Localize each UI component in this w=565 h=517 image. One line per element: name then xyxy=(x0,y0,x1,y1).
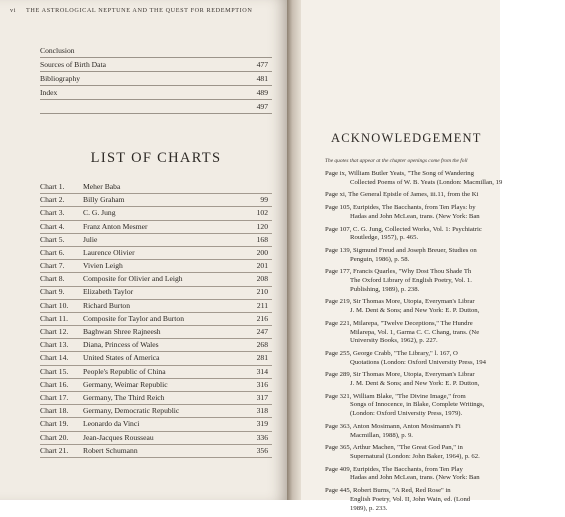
acknowledgement-entry xyxy=(325,466,565,483)
left-page xyxy=(0,0,289,500)
acknowledgement-entry xyxy=(325,371,565,388)
acknowledgement-entry xyxy=(325,247,565,264)
acknowledgement-text: Quotations (London: Oxford University Press, 194 xyxy=(350,358,486,366)
toc-list xyxy=(40,44,272,114)
acknowledgement-text: Arthur Machen, "The Great God Pan," in xyxy=(352,444,463,452)
running-head-page-number: vi xyxy=(10,7,17,14)
chart-name: Elizabeth Taylor xyxy=(83,287,134,297)
chart-list-item xyxy=(40,181,272,194)
toc-row xyxy=(40,44,272,58)
chart-number: Chart 2. xyxy=(40,195,65,205)
chart-list-item xyxy=(40,432,272,445)
chart-name: Billy Graham xyxy=(83,195,125,205)
acknowledgement-text: George Crabb, "The Library," l. 167, O xyxy=(353,349,458,357)
chart-page: 201 xyxy=(256,261,268,271)
acknowledgements-intro: The quotes that appear at the chapter openings come from the foll xyxy=(325,158,468,164)
acknowledgement-entry xyxy=(325,320,565,346)
acknowledgement-text: Francis Quarles, "Why Dost Thou Shade Th xyxy=(353,268,472,276)
chart-page: 216 xyxy=(256,313,268,323)
acknowledgement-text: Supernatural (London: John Baker, 1964), p. 62. xyxy=(350,452,480,460)
acknowledgement-text: 1989), p. 233. xyxy=(350,504,388,512)
charts-list xyxy=(40,181,272,458)
toc-page: 477 xyxy=(256,60,268,69)
acknowledgement-text: Penguin, 1986), p. 58. xyxy=(350,255,410,263)
chart-name: Germany, Weimar Republic xyxy=(83,379,168,389)
acknowledgement-entry xyxy=(325,268,565,294)
chart-name: Germany, Democratic Republic xyxy=(83,406,180,416)
acknowledgement-first-line xyxy=(325,170,565,179)
acknowledgement-page-ref: Page 365, xyxy=(325,444,352,452)
acknowledgement-entry xyxy=(325,204,565,221)
chart-page: 314 xyxy=(256,366,268,376)
chart-number: Chart 20. xyxy=(40,432,69,442)
acknowledgement-entry xyxy=(325,444,565,461)
chart-number: Chart 1. xyxy=(40,181,65,191)
chart-page: 120 xyxy=(256,221,268,231)
acknowledgement-page-ref: Page 409, xyxy=(325,465,352,473)
chart-page: 168 xyxy=(256,234,268,244)
acknowledgement-text: The General Epistle of James, iii.11, from the Ki xyxy=(348,191,479,199)
toc-title: Conclusion xyxy=(40,46,75,55)
acknowledgement-text: William Blake, "The Divine Image," from xyxy=(352,392,466,400)
acknowledgement-text: The Oxford Library of English Poetry, Vol. 1. xyxy=(350,277,472,285)
chart-name: Leonardo da Vinci xyxy=(83,419,140,429)
chart-name: Meher Baba xyxy=(83,181,121,191)
acknowledgement-text: Robert Burns, "A Red, Red Rose" in xyxy=(353,487,451,495)
acknowledgement-entry xyxy=(325,350,565,367)
running-head-title: THE ASTROLOGICAL NEPTUNE AND THE QUEST FOR REDEMPTION xyxy=(26,7,253,14)
acknowledgement-text: Sigmund Freud and Joseph Breuer, Studies on xyxy=(353,246,477,254)
chart-name: Richard Burton xyxy=(83,300,131,310)
chart-list-item xyxy=(40,234,272,247)
chart-list-item xyxy=(40,313,272,326)
chart-page: 319 xyxy=(256,419,268,429)
chart-page: 316 xyxy=(256,379,268,389)
acknowledgements-heading: ACKNOWLEDGEMENT xyxy=(331,131,482,145)
toc-row xyxy=(40,100,272,114)
chart-number: Chart 14. xyxy=(40,353,69,363)
chart-name: C. G. Jung xyxy=(83,208,116,218)
chart-page: 99 xyxy=(260,195,268,205)
acknowledgement-page-ref: Page xi, xyxy=(325,191,347,199)
chart-name: Robert Schumann xyxy=(83,445,138,455)
chart-number: Chart 4. xyxy=(40,221,65,231)
acknowledgement-text: (London: Oxford University Press, 1979). xyxy=(350,410,463,418)
acknowledgement-first-line xyxy=(325,298,565,307)
acknowledgement-page-ref: Page 255, xyxy=(325,349,352,357)
acknowledgement-page-ref: Page 289, xyxy=(325,371,352,379)
acknowledgement-text: English Poetry, Vol. II, John Wain, ed. (Lond xyxy=(350,495,471,503)
chart-page: 268 xyxy=(256,340,268,350)
acknowledgement-first-line xyxy=(325,350,565,359)
chart-list-item xyxy=(40,339,272,352)
acknowledgement-first-line xyxy=(325,423,565,432)
chart-name: Jean-Jacques Rousseau xyxy=(83,432,154,442)
chart-number: Chart 17. xyxy=(40,392,69,402)
chart-number: Chart 13. xyxy=(40,340,69,350)
acknowledgement-text: Euripides, The Bacchants, from Ten Plays: by xyxy=(353,204,476,212)
acknowledgement-entry xyxy=(325,423,565,440)
acknowledgement-page-ref: Page 105, xyxy=(325,204,352,212)
chart-page: 356 xyxy=(256,445,268,455)
chart-list-item xyxy=(40,418,272,431)
acknowledgement-page-ref: Page 219, xyxy=(325,298,352,306)
chart-name: Baghwan Shree Rajneesh xyxy=(83,327,161,337)
acknowledgement-entry xyxy=(325,298,565,315)
chart-list-item xyxy=(40,366,272,379)
chart-number: Chart 18. xyxy=(40,406,69,416)
acknowledgement-page-ref: Page 177, xyxy=(325,268,352,276)
acknowledgement-text: Milarepa, Vol. 1, Garma C. C. Chang, trans. (Ne xyxy=(350,328,480,336)
chart-list-item xyxy=(40,445,272,458)
chart-list-item xyxy=(40,379,272,392)
acknowledgement-entry xyxy=(325,393,565,419)
acknowledgement-text: Publishing, 1989), p. 238. xyxy=(350,285,420,293)
toc-title: Sources of Birth Data xyxy=(40,60,107,69)
toc-title: Index xyxy=(40,88,58,97)
chart-name: Laurence Olivier xyxy=(83,247,135,257)
list-of-charts-heading: LIST OF CHARTS xyxy=(90,150,222,166)
chart-number: Chart 12. xyxy=(40,327,69,337)
chart-number: Chart 11. xyxy=(40,313,68,323)
right-page xyxy=(301,0,503,512)
acknowledgement-first-line xyxy=(325,268,565,277)
chart-number: Chart 19. xyxy=(40,419,69,429)
chart-list-item xyxy=(40,352,272,365)
chart-name: Composite for Taylor and Burton xyxy=(83,313,184,323)
toc-row xyxy=(40,86,272,100)
toc-row xyxy=(40,72,272,86)
acknowledgement-text: C. G. Jung, Collected Works, Vol. 1: Psychiatric xyxy=(353,225,482,233)
chart-number: Chart 15. xyxy=(40,366,69,376)
chart-page: 102 xyxy=(256,208,268,218)
chart-list-item xyxy=(40,326,272,339)
acknowledgement-first-line xyxy=(325,487,565,496)
acknowledgement-first-line xyxy=(325,466,565,475)
chart-list-item xyxy=(40,221,272,234)
acknowledgement-text: Euripides, The Bacchants, from Ten Play xyxy=(353,465,463,473)
acknowledgement-text: J. M. Dent & Sons; and New York: E. P. Dutton, xyxy=(350,307,480,315)
acknowledgement-text: J. M. Dent & Sons; and New York: E. P. Dutton, xyxy=(350,380,480,388)
toc-title: Bibliography xyxy=(40,74,81,83)
acknowledgement-first-line xyxy=(325,204,565,213)
toc-page: 481 xyxy=(256,74,268,83)
chart-number: Chart 5. xyxy=(40,234,65,244)
chart-name: Germany, The Third Reich xyxy=(83,392,165,402)
chart-name: Diana, Princess of Wales xyxy=(83,340,159,350)
acknowledgement-text: Anton Mosimann, Anton Mosimann's Fi xyxy=(352,422,461,430)
acknowledgement-first-line xyxy=(325,371,565,380)
chart-number: Chart 3. xyxy=(40,208,65,218)
acknowledgement-text: Milarepa, "Twelve Deceptions," The Hundre xyxy=(353,319,473,327)
chart-name: United States of America xyxy=(83,353,160,363)
acknowledgement-text: Sir Thomas More, Utopia, Everyman's Librar xyxy=(353,371,475,379)
chart-name: People's Republic of China xyxy=(83,366,166,376)
acknowledgement-page-ref: Page 107, xyxy=(325,225,352,233)
acknowledgement-text: Sir Thomas More, Utopia, Everyman's Librar xyxy=(353,298,475,306)
book-gutter xyxy=(287,0,301,500)
toc-page: 497 xyxy=(256,102,268,111)
chart-page: 210 xyxy=(256,287,268,297)
acknowledgement-text: University Books, 1962), p. 227. xyxy=(350,337,438,345)
chart-page: 318 xyxy=(256,406,268,416)
acknowledgement-page-ref: Page 363, xyxy=(325,422,352,430)
acknowledgement-text: William Butler Yeats, "The Song of Wandering xyxy=(348,170,474,177)
chart-list-item xyxy=(40,392,272,405)
running-head xyxy=(10,7,310,14)
acknowledgement-first-line xyxy=(325,226,565,235)
chart-number: Chart 10. xyxy=(40,300,69,310)
chart-list-item xyxy=(40,207,272,220)
acknowledgement-first-line xyxy=(325,191,565,200)
acknowledgement-entry xyxy=(325,487,565,513)
acknowledgement-text: Collected Poems of W. B. Yeats (London: Macmillan, 19 xyxy=(350,178,503,186)
acknowledgement-page-ref: Page 139, xyxy=(325,246,352,254)
chart-list-item xyxy=(40,287,272,300)
chart-number: Chart 8. xyxy=(40,274,65,284)
acknowledgement-entry xyxy=(325,191,565,200)
acknowledgement-page-ref: Page 321, xyxy=(325,392,352,400)
chart-name: Vivien Leigh xyxy=(83,261,123,271)
acknowledgement-entries xyxy=(325,170,565,517)
chart-page: 247 xyxy=(256,327,268,337)
chart-list-item xyxy=(40,273,272,286)
chart-name: Composite for Olivier and Leigh xyxy=(83,274,183,284)
chart-number: Chart 16. xyxy=(40,379,69,389)
chart-page: 317 xyxy=(256,392,268,402)
chart-list-item xyxy=(40,300,272,313)
acknowledgement-first-line xyxy=(325,393,565,402)
acknowledgement-text: Songs of Innocence, in Blake, Complete Writings, xyxy=(350,401,485,409)
chart-number: Chart 21. xyxy=(40,445,69,455)
chart-page: 336 xyxy=(256,432,268,442)
acknowledgement-page-ref: Page 445, xyxy=(325,487,352,495)
acknowledgement-first-line xyxy=(325,444,565,453)
acknowledgement-page-ref: Page ix, xyxy=(325,170,347,177)
acknowledgement-text: Hadas and John McLean, trans. (New York: Ban xyxy=(350,474,480,482)
chart-number: Chart 9. xyxy=(40,287,65,297)
chart-page: 211 xyxy=(256,300,268,310)
toc-page: 489 xyxy=(256,88,268,97)
acknowledgement-page-ref: Page 221, xyxy=(325,319,352,327)
chart-name: Julie xyxy=(83,234,98,244)
chart-number: Chart 7. xyxy=(40,261,65,271)
acknowledgement-text: Routledge, 1957), p. 465. xyxy=(350,234,419,242)
toc-row xyxy=(40,58,272,72)
chart-page: 281 xyxy=(256,353,268,363)
chart-list-item xyxy=(40,247,272,260)
chart-list-item xyxy=(40,260,272,273)
acknowledgement-text: Macmillan, 1988), p. 9. xyxy=(350,431,413,439)
acknowledgement-entry xyxy=(325,170,565,187)
chart-list-item xyxy=(40,405,272,418)
acknowledgement-text: Hadas and John McLean, trans. (New York: Ban xyxy=(350,212,480,220)
chart-name: Franz Anton Mesmer xyxy=(83,221,148,231)
acknowledgement-entry xyxy=(325,226,565,243)
chart-page: 208 xyxy=(256,274,268,284)
chart-number: Chart 6. xyxy=(40,247,65,257)
acknowledgement-first-line xyxy=(325,247,565,256)
chart-list-item xyxy=(40,194,272,207)
chart-page: 200 xyxy=(256,247,268,257)
acknowledgement-first-line xyxy=(325,320,565,329)
